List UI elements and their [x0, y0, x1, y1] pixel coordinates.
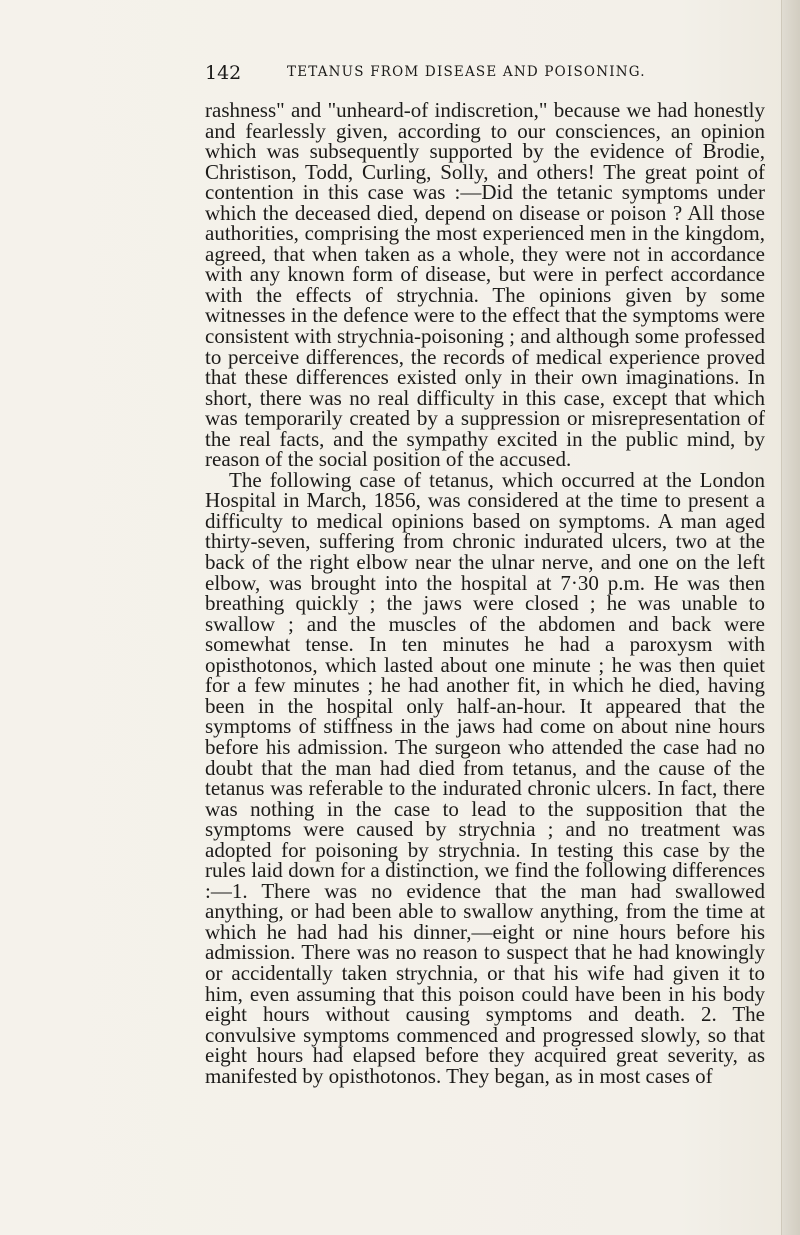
- page-gutter: [781, 0, 800, 1235]
- running-header: [205, 62, 765, 86]
- paragraph-2: The following case of tetanus, which occurred at the London Hospital in March, 1856, was considered at the time to present a difficulty to medical opinions based on symptoms. A man aged thirty-seven, suffering from chronic indurated ulcers, two at the back of the right elbow near the ulnar nerve, and one on the left elbow, was brought into the hospital at 7·30 p.m. He was then breathing quickly ; the jaws were closed ; he was unable to swallow ; and the muscles of the abdomen and back were somewhat tense. In ten minutes he had a paroxysm with opisthotonos, which lasted about one minute ; he was then quiet for a few minutes ; he had another fit, in which he died, having been in the hospital only half-an-hour. It appeared that the symptoms of stiffness in the jaws had come on about nine hours before his admission. The surgeon who attended the case had no doubt that the man had died from tetanus, and the cause of the tetanus was referable to the indurated chronic ulcers. In fact, there was nothing in the case to lead to the supposition that the symptoms were caused by strychnia ; and no treatment was adopted for poisoning by strychnia. In testing this case by the rules laid down for a distinction, we find the following differences :—1. There was no evidence that the man had swallowed anything, or had been able to swallow anything, from the time at which he had had his dinner,—eight or nine hours before his admission. There was no reason to suspect that he had knowingly or accidentally taken strychnia, or that his wife had given it to him, even assuming that this poison could have been in his body eight hours without causing symptoms and death. 2. The convulsive symptoms commenced and progressed slowly, so that eight hours had elapsed before they acquired great severity, as manifested by opisthotonos. They began, as in most cases of: [205, 467, 765, 1088]
- paragraph-1: rashness" and "unheard-of indiscretion," because we had honestly and fearlessly given, according to our consciences, an opinion which was subsequently supported by the evidence of Brodie, Christison, Todd, Curling, Solly, and others! The great point of contention in this case was :—Did the tetanic symptoms under which the deceased died, depend on disease or poison ? All those authorities, comprising the most experienced men in the kingdom, agreed, that when taken as a whole, they were not in accordance with any known form of disease, but were in perfect accordance with the effects of strychnia. The opinions given by some witnesses in the defence were to the effect that the symptoms were consistent with strychnia-poisoning ; and although some professed to perceive differences, the records of medical experience proved that these differences existed only in their own imaginations. In short, there was no real difficulty in this case, except that which was temporarily created by a suppression or misrepresentation of the real facts, and the sympathy excited in the public mind, by reason of the social position of the accused.: [205, 98, 765, 472]
- page-number: 142: [205, 62, 242, 84]
- body-text: [205, 100, 765, 1086]
- running-title: TETANUS FROM DISEASE AND POISONING.: [287, 64, 646, 80]
